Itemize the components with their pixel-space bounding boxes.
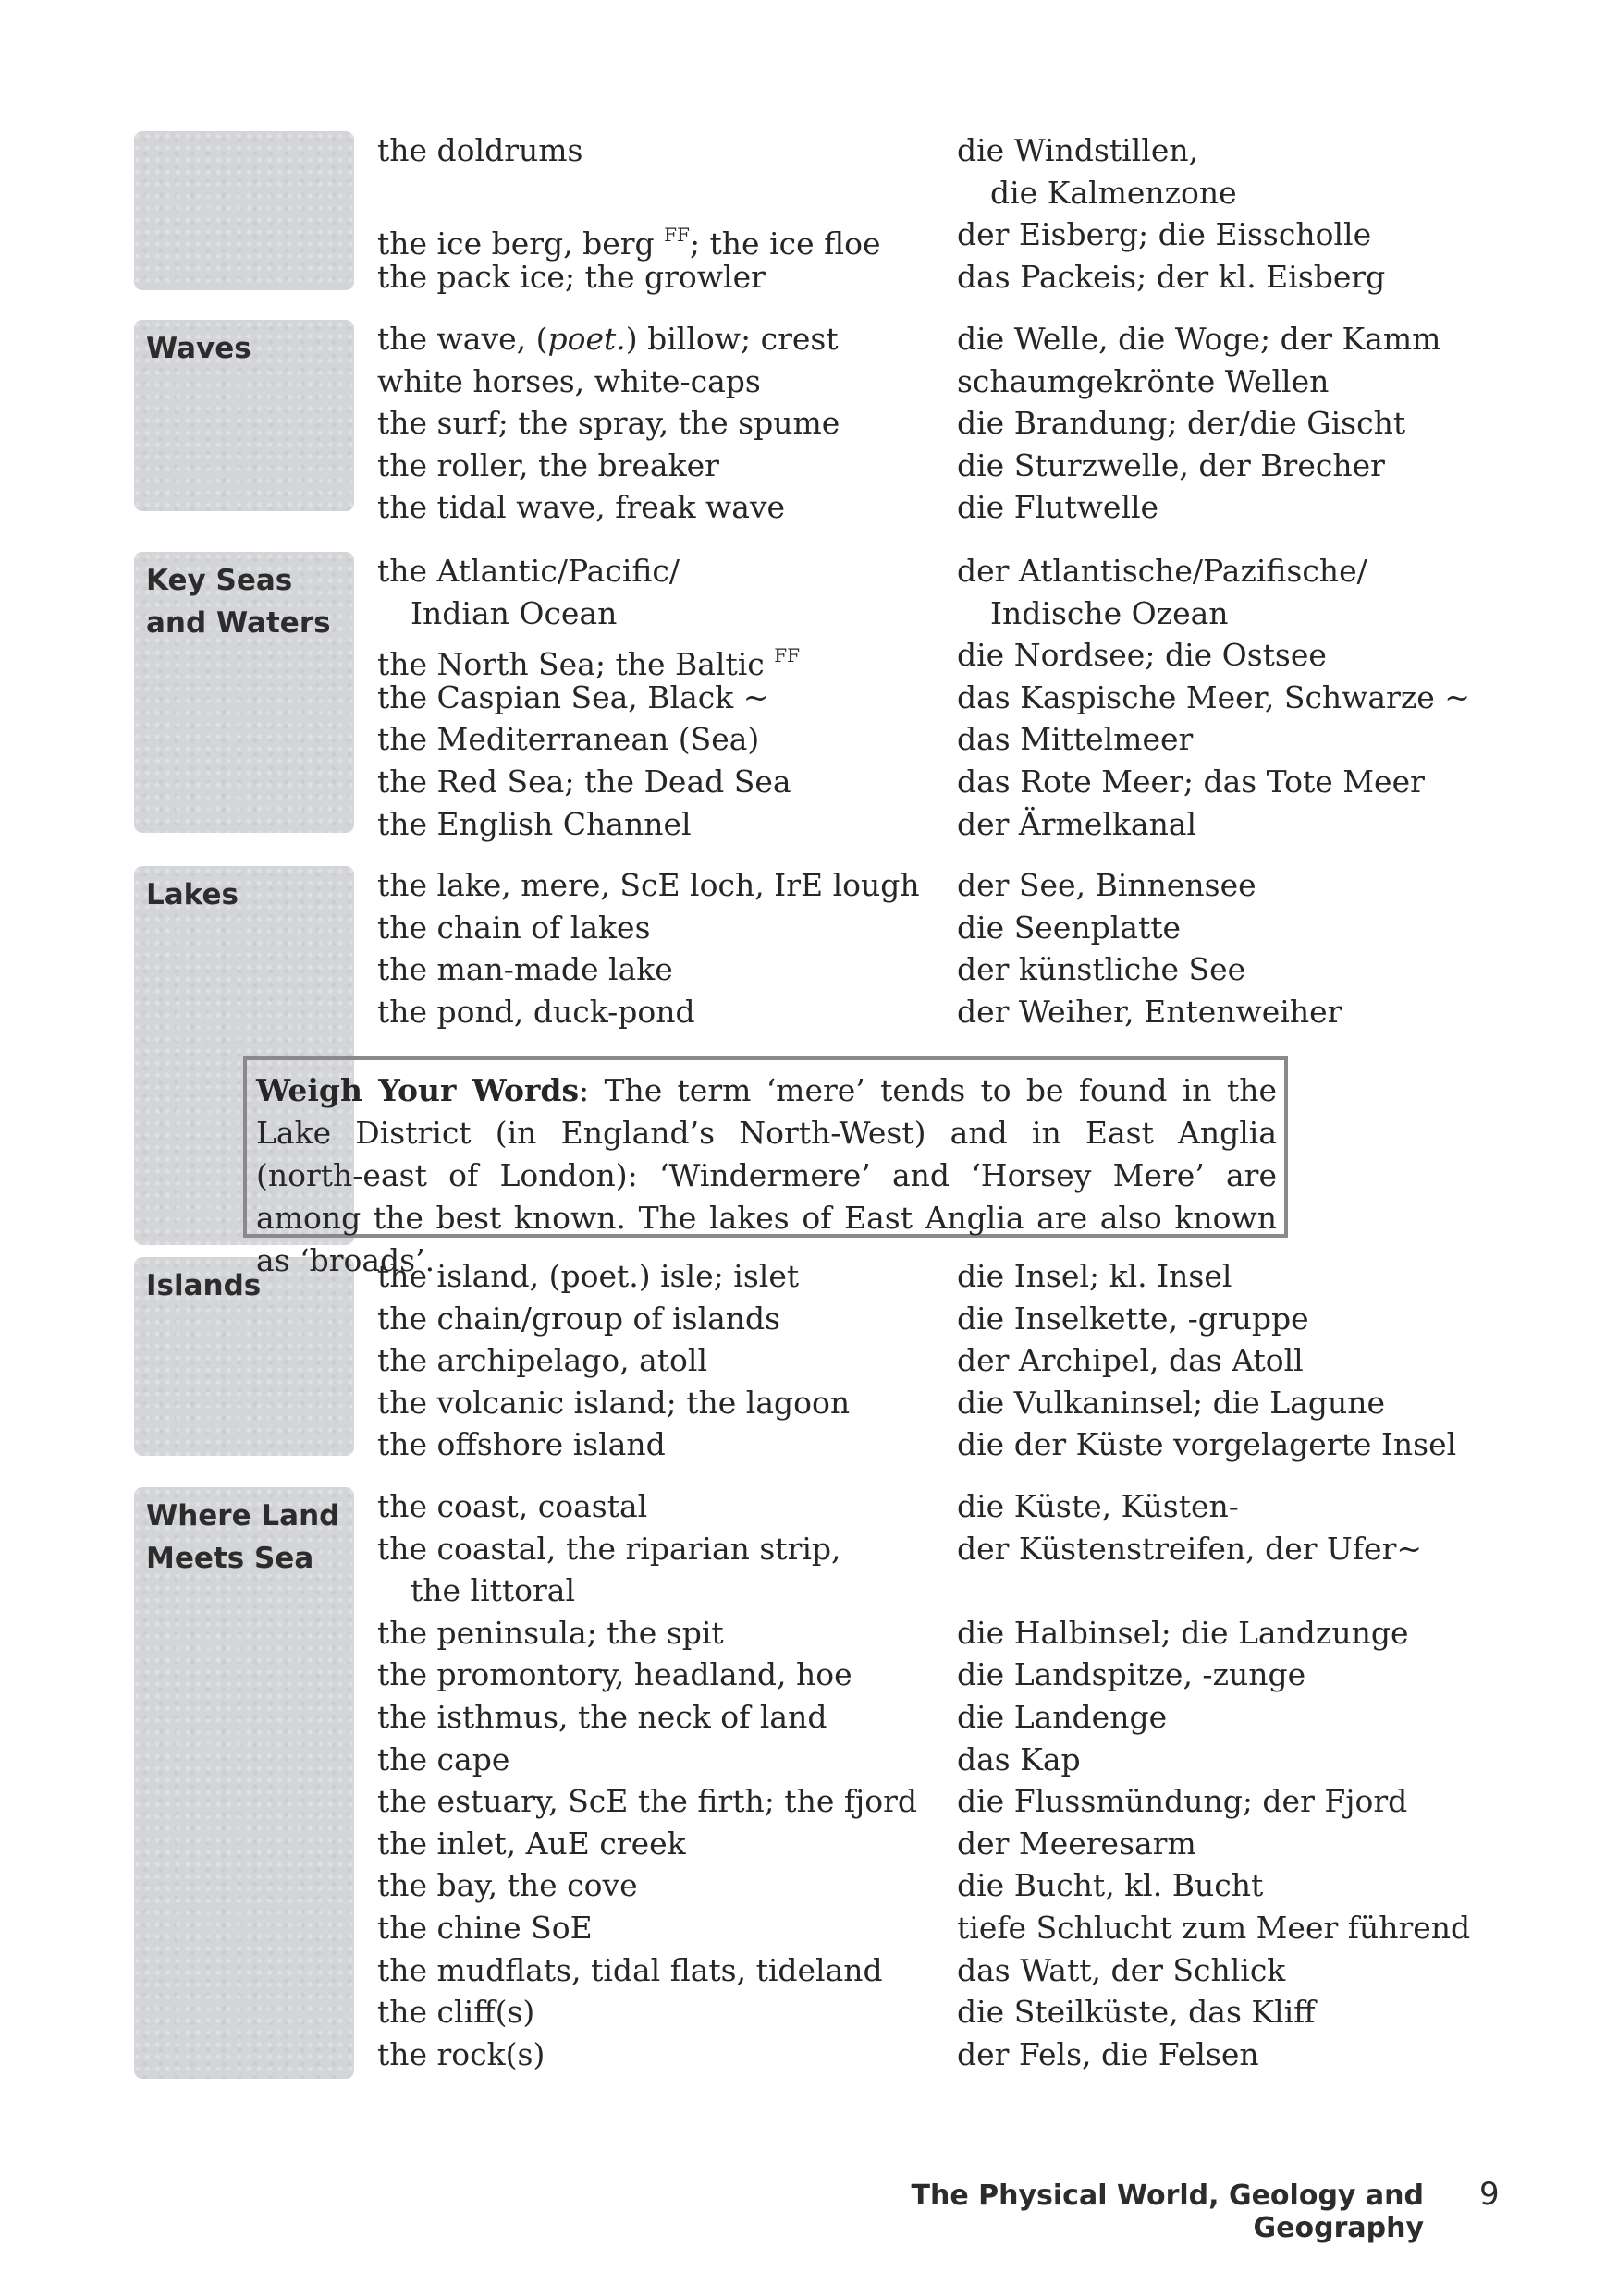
german-term: der Archipel, das Atoll [957, 1342, 1304, 1378]
english-term [377, 1298, 780, 1340]
english-text: the Red Sea; the Dead Sea [377, 763, 791, 800]
english-term [377, 1780, 917, 1823]
english-text: the pond, duck-pond [377, 994, 695, 1030]
vocab-row [377, 991, 1579, 1033]
footer-title: The Physical World, Geology and Geography [911, 2180, 1424, 2244]
english-text: the doldrums [377, 132, 583, 168]
english-term [377, 907, 651, 949]
german-term: die Sturzwelle, der Brecher [957, 447, 1385, 483]
vocab-row [377, 1382, 1579, 1424]
vocab-row [377, 1654, 1579, 1696]
english-text: the coast, coastal [377, 1488, 648, 1524]
german-term: der See, Binnensee [957, 867, 1256, 903]
vocab-row [377, 1907, 1579, 1949]
english-term [377, 1528, 841, 1570]
english-text: the chain/group of islands [377, 1301, 781, 1337]
english-text: the Caspian Sea, Black ~ [377, 679, 769, 715]
english-term [377, 677, 768, 719]
section-tab [134, 1257, 354, 1456]
vocab-row [377, 318, 1579, 360]
german-term: die Brandung; der/die Gischt [957, 405, 1406, 441]
vocab-row [377, 129, 1579, 172]
english-text: the wave, ( [377, 321, 548, 357]
vocab-row [377, 592, 1579, 635]
german-term: die Flutwelle [957, 489, 1159, 525]
german-term: der künstliche See [957, 951, 1246, 987]
english-text: the peninsula; the spit [377, 1615, 724, 1651]
vocab-row [377, 214, 1579, 262]
vocab-row [377, 360, 1579, 403]
page-number: 9 [1479, 2176, 1500, 2213]
english-text: the archipelago, atoll [377, 1342, 708, 1378]
english-term [377, 256, 766, 299]
vocab-row [377, 1528, 1579, 1570]
vocab-row [377, 1949, 1579, 1992]
english-text: the North Sea; the Baltic [377, 646, 775, 682]
vocab-row [377, 1569, 1579, 1612]
note-text: : The term ‘mere’ tends to be found in the Lake District (in England’s North-West) and in East Anglia (north-east of London): ‘Windermere’ and ‘Horsey Mere’ are among the best known. The lakes of East Anglia are also known as ‘broads’. [256, 1072, 1277, 1278]
false-friend-marker: FF [664, 224, 690, 246]
vocab-row [377, 1423, 1579, 1466]
english-text: the island, (poet.) isle; islet [377, 1258, 800, 1294]
german-term: der Weiher, Entenweiher [957, 994, 1342, 1030]
german-term: die Vulkaninsel; die Lagune [957, 1385, 1386, 1421]
german-term: die Küste, Küsten- [957, 1488, 1239, 1524]
english-term [377, 592, 617, 635]
vocab-row [377, 864, 1579, 907]
german-term: das Packeis; der kl. Eisberg [957, 259, 1386, 295]
english-text: the rock(s) [377, 2036, 545, 2072]
section-tab [134, 320, 354, 511]
vocab-row [377, 948, 1579, 991]
section-label: Waves [146, 332, 251, 365]
english-text: the isthmus, the neck of land [377, 1699, 827, 1735]
english-term [377, 803, 692, 846]
english-text: the Mediterranean (Sea) [377, 721, 760, 757]
english-term [377, 1949, 883, 1992]
section-label: Lakes [146, 878, 239, 911]
vocab-row [377, 907, 1579, 949]
section-label: Where Land Meets Sea [146, 1499, 340, 1575]
english-text: the surf; the spray, the spume [377, 405, 840, 441]
english-term [377, 1864, 638, 1907]
german-term: der Eisberg; die Eisscholle [957, 216, 1372, 252]
german-term: der Meeresarm [957, 1826, 1196, 1862]
english-term [377, 1339, 707, 1382]
german-term: die Bucht, kl. Bucht [957, 1867, 1264, 1903]
english-text: the lake, mere, ScE loch, IrE lough [377, 867, 920, 903]
german-term: das Kaspische Meer, Schwarze ~ [957, 679, 1470, 715]
english-term [377, 1654, 852, 1696]
section-tab [134, 552, 354, 833]
english-term [377, 550, 680, 592]
english-term [377, 129, 582, 172]
english-term [377, 1991, 534, 2033]
english-text: the man-made lake [377, 951, 673, 987]
english-term [377, 1382, 850, 1424]
english-text: the cliff(s) [377, 1994, 535, 2030]
german-term: die der Küste vorgelagerte Insel [957, 1426, 1457, 1462]
false-friend-marker: FF [774, 644, 801, 666]
german-term: die Flussmündung; der Fjord [957, 1783, 1408, 1819]
section-tab [134, 131, 354, 290]
english-term [377, 1255, 799, 1298]
vocab-row [377, 1864, 1579, 1907]
english-text-continued: ; the ice floe [689, 226, 881, 262]
german-term: Indische Ozean [990, 595, 1229, 631]
german-term: das Watt, der Schlick [957, 1952, 1286, 1988]
english-text: the chain of lakes [377, 910, 651, 946]
vocab-row [377, 761, 1579, 803]
german-term: der Ärmelkanal [957, 806, 1197, 842]
vocab-row [377, 172, 1579, 214]
vocab-row [377, 677, 1579, 719]
german-term: die Halbinsel; die Landzunge [957, 1615, 1409, 1651]
english-term [377, 1907, 593, 1949]
german-term: das Rote Meer; das Tote Meer [957, 763, 1425, 800]
vocab-row [377, 1298, 1579, 1340]
section-tab [134, 1487, 354, 2079]
german-term: die Kalmenzone [990, 175, 1237, 211]
english-term [377, 948, 673, 991]
english-text: the bay, the cove [377, 1867, 638, 1903]
english-term [377, 360, 761, 403]
english-text: Indian Ocean [411, 595, 618, 631]
vocab-row [377, 486, 1579, 529]
english-text: the mudflats, tidal flats, tideland [377, 1952, 883, 1988]
german-term: die Windstillen, [957, 132, 1199, 168]
vocab-row [377, 1485, 1579, 1528]
english-text: the roller, the breaker [377, 447, 719, 483]
german-term: der Küstenstreifen, der Ufer~ [957, 1531, 1423, 1567]
english-text: the littoral [411, 1572, 576, 1608]
section-label: Key Seas and Waters [146, 564, 331, 640]
vocab-row [377, 1739, 1579, 1781]
english-term [377, 318, 839, 360]
vocab-row [377, 550, 1579, 592]
german-term: die Landspitze, -zunge [957, 1656, 1306, 1692]
note-heading: Weigh Your Words [256, 1072, 580, 1108]
english-term [377, 1612, 724, 1655]
english-term [377, 445, 719, 487]
english-text: the Atlantic/Pacific/ [377, 553, 680, 589]
english-term [377, 761, 791, 803]
english-term [377, 2033, 545, 2076]
german-term: der Fels, die Felsen [957, 2036, 1259, 2072]
vocab-row [377, 1823, 1579, 1865]
english-term [377, 1485, 647, 1528]
english-term [377, 486, 785, 529]
vocab-row [377, 1255, 1579, 1298]
vocab-row [377, 2033, 1579, 2076]
german-term: die Seenplatte [957, 910, 1182, 946]
vocab-row [377, 1612, 1579, 1655]
english-text: white horses, white-caps [377, 363, 761, 399]
english-text: the estuary, ScE the firth; the fjord [377, 1783, 918, 1819]
english-text: the English Channel [377, 806, 692, 842]
english-text: the tidal wave, freak wave [377, 489, 786, 525]
english-term [377, 402, 840, 445]
english-text: the inlet, AuE creek [377, 1826, 686, 1862]
german-term: die Welle, die Woge; der Kamm [957, 321, 1441, 357]
vocab-row [377, 1339, 1579, 1382]
english-text: the promontory, headland, hoe [377, 1656, 852, 1692]
english-text: the chine SoE [377, 1910, 593, 1946]
vocab-row [377, 1991, 1579, 2033]
english-text: the cape [377, 1741, 510, 1777]
german-term: tiefe Schlucht zum Meer führend [957, 1910, 1471, 1946]
german-term: die Inselkette, -gruppe [957, 1301, 1309, 1337]
english-term [377, 1569, 575, 1612]
german-term: die Nordsee; die Ostsee [957, 637, 1327, 673]
vocab-row [377, 445, 1579, 487]
vocab-row [377, 256, 1579, 299]
english-term [377, 991, 695, 1033]
german-term: schaumgekrönte Wellen [957, 363, 1330, 399]
vocab-row [377, 634, 1579, 682]
english-text: the ice berg, berg [377, 226, 665, 262]
english-term [377, 718, 759, 761]
german-term: die Steilküste, das Kliff [957, 1994, 1316, 2030]
english-term [377, 864, 920, 907]
english-italic: poet. [547, 321, 626, 357]
english-text-continued: ) billow; crest [625, 321, 839, 357]
english-term [377, 1739, 509, 1781]
german-term: das Kap [957, 1741, 1081, 1777]
english-text: the pack ice; the growler [377, 259, 766, 295]
german-term: das Mittelmeer [957, 721, 1194, 757]
vocab-row [377, 402, 1579, 445]
vocab-row [377, 803, 1579, 846]
vocab-row [377, 1696, 1579, 1739]
english-term [377, 1823, 686, 1865]
english-term [377, 1696, 827, 1739]
english-text: the coastal, the riparian strip, [377, 1531, 841, 1567]
english-text: the offshore island [377, 1426, 666, 1462]
german-term: der Atlantische/Pazifische/ [957, 553, 1367, 589]
german-term: die Landenge [957, 1699, 1168, 1735]
vocab-row [377, 718, 1579, 761]
vocab-row [377, 1780, 1579, 1823]
section-label: Islands [146, 1269, 262, 1302]
german-term: die Insel; kl. Insel [957, 1258, 1232, 1294]
english-text: the volcanic island; the lagoon [377, 1385, 851, 1421]
english-term [377, 1423, 666, 1466]
